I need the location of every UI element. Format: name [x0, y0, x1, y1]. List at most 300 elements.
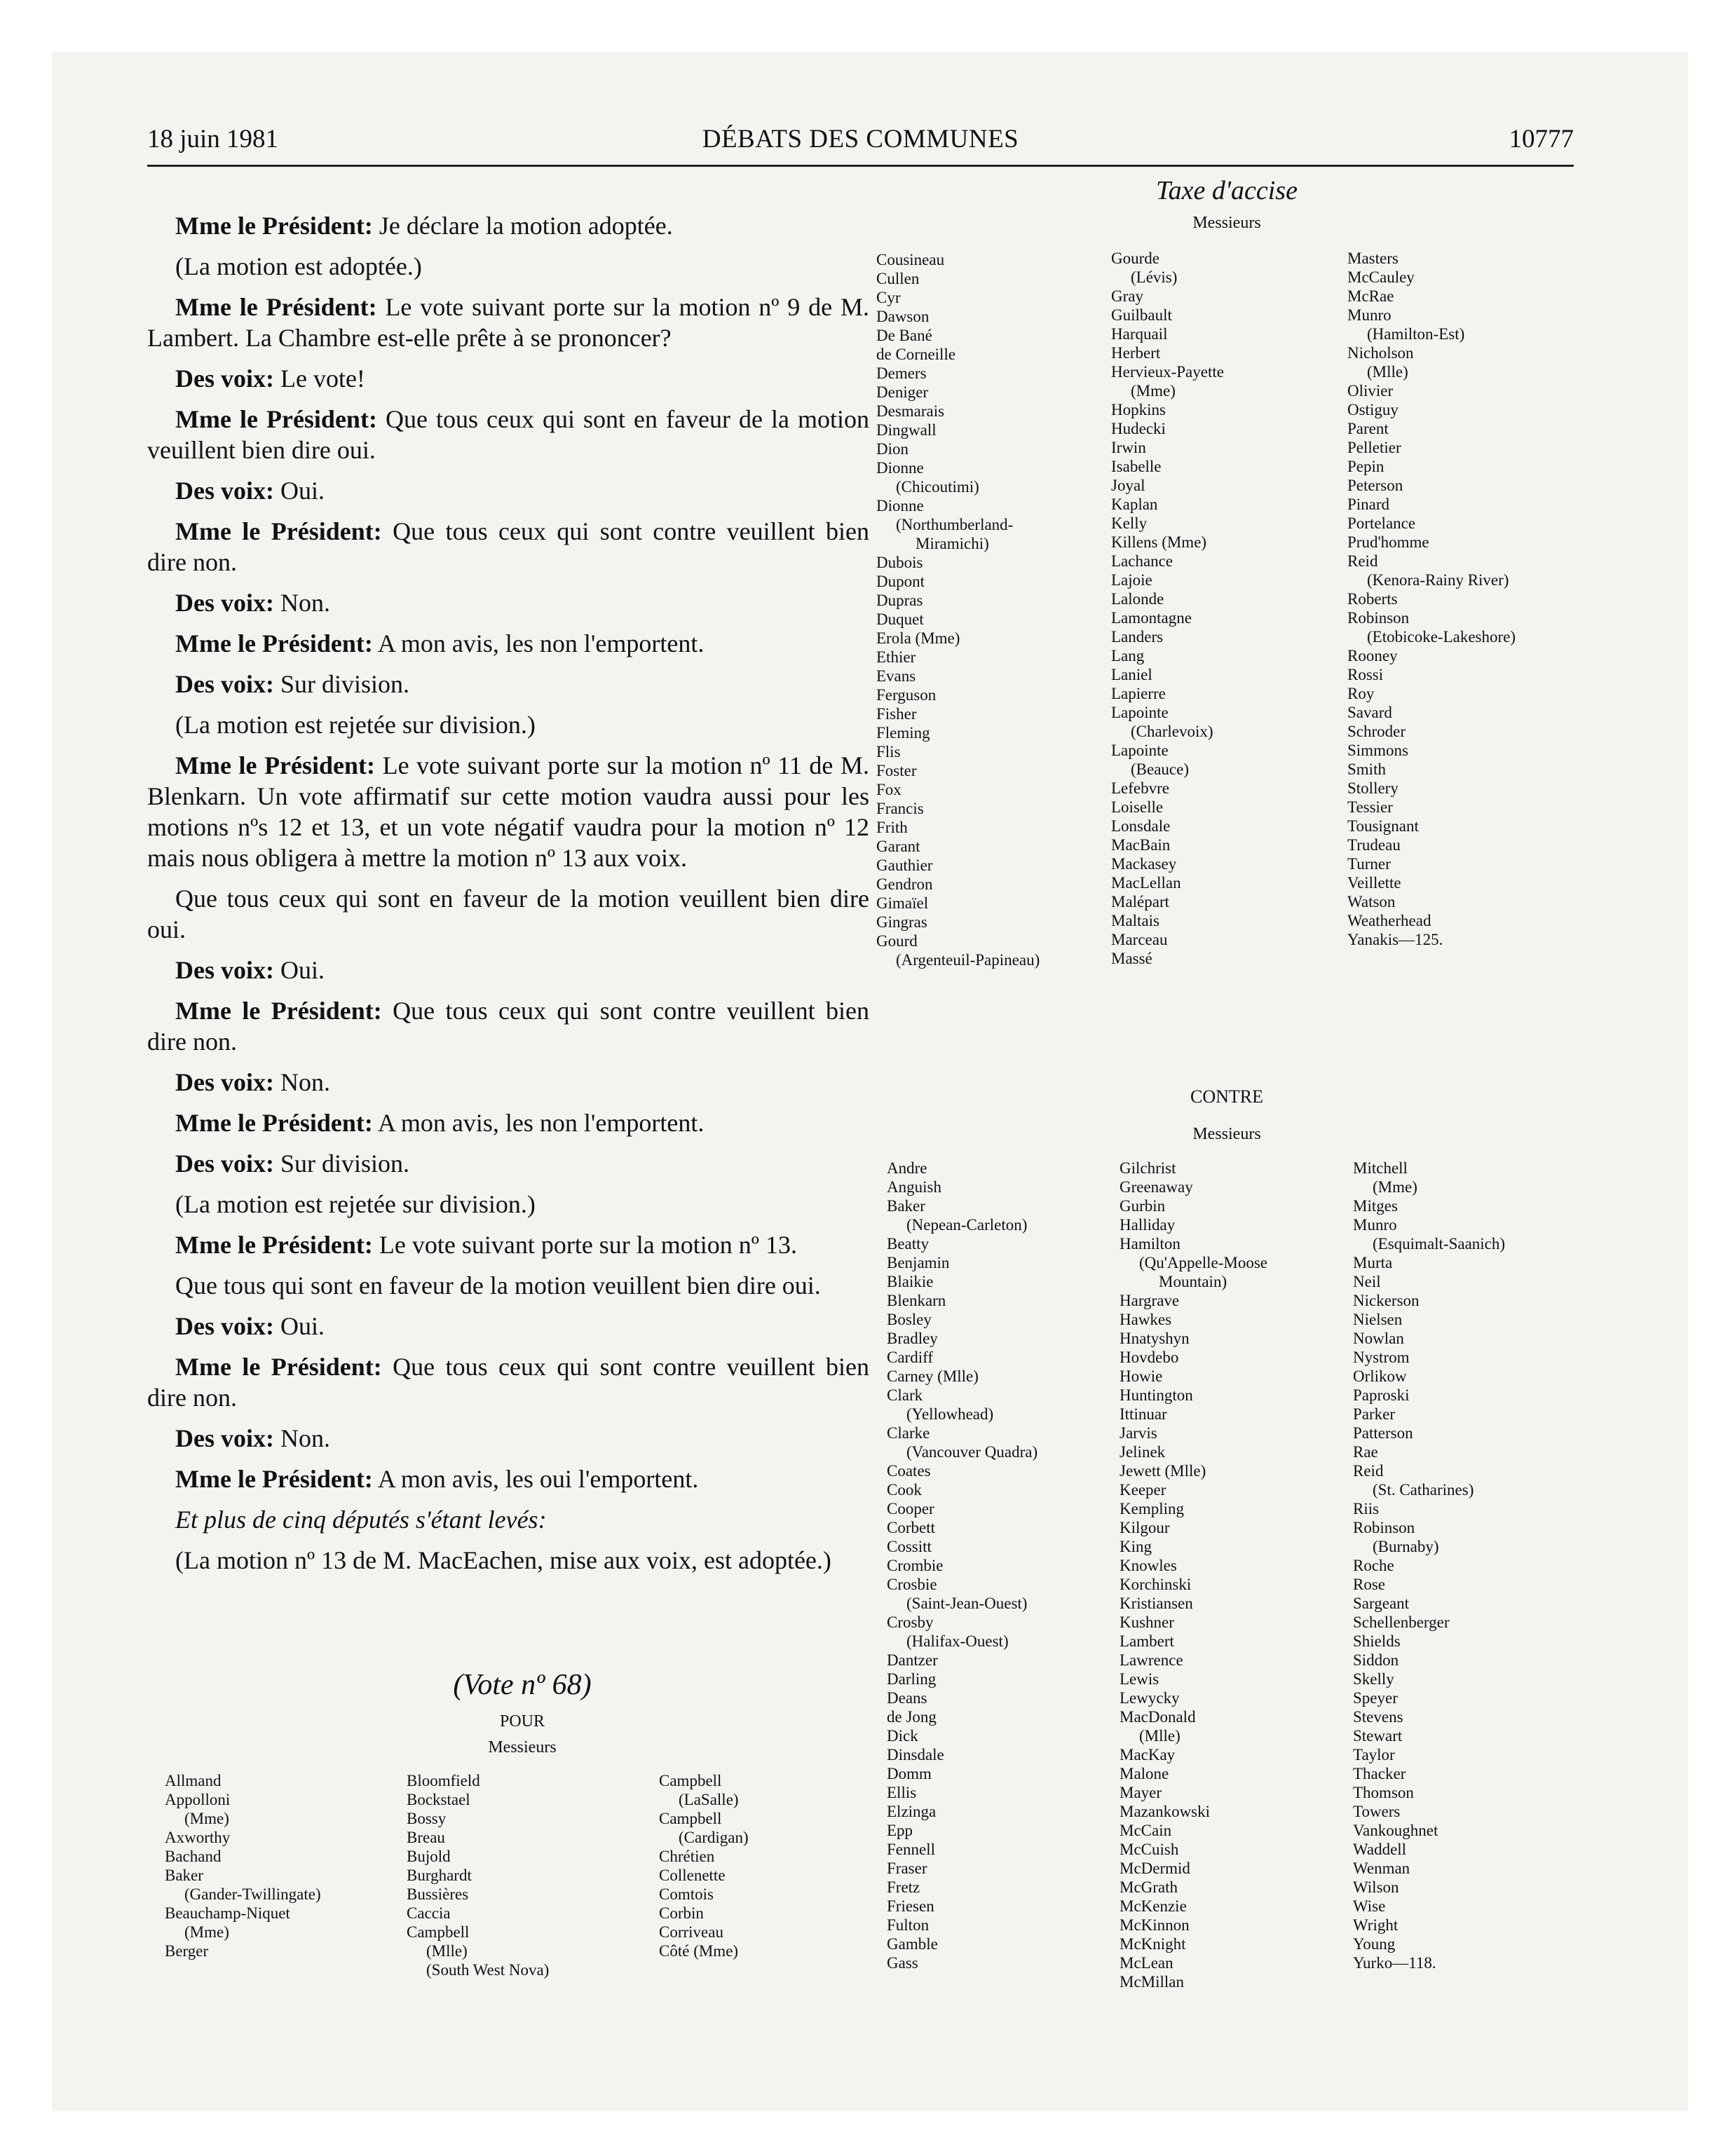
contre-heading: CONTRE: [1190, 1086, 1263, 1107]
member-name: Crosby: [887, 1613, 934, 1631]
speech-text: (La motion est rejetée sur division.): [175, 711, 536, 739]
speaker-name: Mme le Président:: [175, 517, 382, 545]
speaker-name: Des voix:: [175, 1312, 274, 1340]
member-name: Stewart: [1353, 1727, 1403, 1745]
speech-text: Oui.: [273, 477, 325, 505]
speech-text: Non.: [273, 589, 330, 617]
member-name: Malone: [1120, 1765, 1169, 1782]
member-name: Sargeant: [1353, 1595, 1410, 1612]
member-name: Baker: [887, 1197, 925, 1215]
member-name: Bosley: [887, 1311, 932, 1328]
member-name: (Mlle): [1367, 363, 1408, 381]
member-name: Rooney: [1347, 647, 1398, 664]
transcript-paragraph: [147, 883, 869, 945]
member-name: Corbett: [887, 1519, 935, 1536]
speaker-name: Mme le Président:: [175, 293, 377, 321]
transcript-paragraph: [147, 404, 869, 465]
member-name: (Vancouver Quadra): [906, 1443, 1038, 1461]
member-name: Tousignant: [1347, 817, 1419, 835]
member-name: Carney (Mlle): [887, 1367, 979, 1385]
member-name: Nowlan: [1353, 1330, 1404, 1347]
member-name: (Hamilton-Est): [1367, 325, 1465, 343]
member-name: Munro: [1353, 1216, 1397, 1234]
member-name: Appolloni: [165, 1791, 231, 1808]
speech-text: Le vote suivant porte sur la motion nº 9 de M. Lambert. La Chambre est-elle prête à se prononcer?: [147, 293, 869, 352]
member-name: Peterson: [1347, 477, 1403, 494]
member-name: Erola (Mme): [876, 629, 960, 647]
member-name: Dionne: [876, 459, 924, 477]
member-name: Lapointe: [1111, 742, 1169, 759]
member-name: Wise: [1353, 1897, 1386, 1915]
member-name: Campbell: [407, 1923, 470, 1941]
excise-names-col-1: [876, 250, 1040, 969]
member-name: McGrath: [1120, 1878, 1178, 1896]
transcript-paragraph: [147, 995, 869, 1057]
speaker-name: Des voix:: [175, 477, 274, 505]
member-name: Wilson: [1353, 1878, 1399, 1896]
member-name: Cullen: [876, 270, 920, 287]
member-name: Parent: [1347, 420, 1389, 437]
member-name: Bachand: [165, 1848, 222, 1865]
transcript-paragraph: [147, 1107, 869, 1138]
member-name: Schroder: [1347, 723, 1406, 740]
member-name: Speyer: [1353, 1689, 1398, 1707]
member-name: Dubois: [876, 554, 923, 571]
speech-text: Le vote suivant porte sur la motion nº 13.: [372, 1231, 797, 1259]
member-name: (Mlle): [426, 1942, 468, 1960]
member-name: Herbert: [1111, 344, 1161, 362]
member-name: Dantzer: [887, 1651, 938, 1669]
member-name: (Yellowhead): [906, 1405, 994, 1423]
member-name: Roberts: [1347, 590, 1398, 608]
member-name: Ethier: [876, 648, 916, 666]
member-name: Landers: [1111, 628, 1164, 646]
member-name: Hervieux-Payette: [1111, 363, 1224, 381]
member-name: McKenzie: [1120, 1897, 1187, 1915]
member-name: McCauley: [1347, 268, 1415, 286]
transcript-paragraph: [147, 1067, 869, 1098]
member-name: Cousineau: [876, 251, 945, 268]
member-name: Bussières: [407, 1885, 469, 1903]
member-name: Rose: [1353, 1576, 1385, 1593]
member-name: Anguish: [887, 1178, 941, 1196]
member-name: Bockstael: [407, 1791, 470, 1808]
debate-transcript: [147, 210, 869, 1585]
member-name: Andre: [887, 1159, 927, 1177]
member-name: Cossitt: [887, 1538, 932, 1555]
member-name: (Mme): [184, 1923, 229, 1941]
transcript-paragraph: [147, 628, 869, 659]
transcript-paragraph: [147, 955, 869, 985]
speaker-name: Des voix:: [175, 1424, 274, 1452]
member-name: Chrétien: [659, 1848, 715, 1865]
member-name: Pepin: [1347, 458, 1384, 475]
member-name: Kempling: [1120, 1500, 1184, 1517]
member-name: (Nepean-Carleton): [906, 1216, 1028, 1234]
member-name: (Burnaby): [1373, 1538, 1439, 1555]
member-name: Hnatyshyn: [1120, 1330, 1190, 1347]
transcript-paragraph: [147, 1545, 869, 1576]
member-name: Simmons: [1347, 742, 1408, 759]
speech-text: Le vote!: [273, 364, 365, 393]
member-name: Olivier: [1347, 382, 1394, 400]
member-name: Comtois: [659, 1885, 714, 1903]
transcript-paragraph: [147, 1270, 869, 1301]
member-name: Lawrence: [1120, 1651, 1183, 1669]
speaker-name: Mme le Président:: [175, 751, 376, 779]
member-name: Beauchamp-Niquet: [165, 1904, 290, 1922]
speaker-name: Des voix:: [175, 1149, 274, 1178]
transcript-paragraph: [147, 363, 869, 394]
member-name: Fleming: [876, 724, 930, 742]
member-name: Dionne: [876, 497, 924, 514]
member-name: Evans: [876, 667, 916, 685]
member-name: Caccia: [407, 1904, 451, 1922]
member-name: Cyr: [876, 289, 901, 306]
member-name: Gurbin: [1120, 1197, 1166, 1215]
contre-names-col-3: [1353, 1159, 1505, 1972]
speech-text: Que tous qui sont en faveur de la motion veuillent bien dire oui.: [175, 1271, 821, 1299]
member-name: Gauthier: [876, 857, 933, 874]
member-name: Veillette: [1347, 874, 1401, 892]
speaker-name: Des voix:: [175, 589, 274, 617]
member-name: (Qu'Appelle-Moose: [1139, 1254, 1267, 1271]
member-name: Hudecki: [1111, 420, 1166, 437]
member-name: Jarvis: [1120, 1424, 1157, 1442]
member-name: Marceau: [1111, 931, 1168, 948]
transcript-paragraph: [147, 516, 869, 578]
member-name: McRae: [1347, 287, 1394, 305]
speech-text: Le vote suivant porte sur la motion nº 11 de M. Blenkarn. Un vote affirmatif sur cette motion vaudra aussi pour les motions nºs 12 et 13, et un vote négatif vaudra pour la motion nº 12 mais nous obligera à mettre la motion nº 13 aux voix.: [147, 751, 869, 872]
member-name: Siddon: [1353, 1651, 1399, 1669]
member-name: Smith: [1347, 760, 1386, 778]
member-name: Desmarais: [876, 402, 945, 420]
member-name: Flis: [876, 743, 901, 760]
member-name: Wenman: [1353, 1860, 1410, 1877]
member-name: (Etobicoke-Lakeshore): [1367, 628, 1516, 646]
transcript-paragraph: [147, 1423, 869, 1454]
member-name: Bossy: [407, 1810, 447, 1827]
member-name: Weatherhead: [1347, 912, 1431, 929]
member-name: Paproski: [1353, 1386, 1410, 1404]
member-name: Mackasey: [1111, 855, 1177, 873]
member-name: Masters: [1347, 250, 1399, 267]
member-name: Ferguson: [876, 686, 937, 704]
member-name: Corbin: [659, 1904, 704, 1922]
member-name: Isabelle: [1111, 458, 1162, 475]
member-name: Stevens: [1353, 1708, 1403, 1726]
member-name: (Chicoutimi): [896, 478, 979, 496]
member-name: de Jong: [887, 1708, 937, 1726]
member-name: Bujold: [407, 1848, 451, 1865]
speaker-name: Mme le Président:: [175, 997, 382, 1025]
member-name: De Bané: [876, 327, 932, 344]
member-name: Nystrom: [1353, 1349, 1410, 1366]
member-name: King: [1120, 1538, 1152, 1555]
member-name: Lapointe: [1111, 704, 1169, 721]
member-name: Gimaïel: [876, 894, 929, 912]
member-name: Ellis: [887, 1784, 917, 1801]
transcript-paragraph: [147, 292, 869, 353]
member-name: Howie: [1120, 1367, 1163, 1385]
member-name: Lambert: [1120, 1632, 1174, 1650]
member-name: Nickerson: [1353, 1292, 1420, 1309]
member-name: (LaSalle): [679, 1791, 739, 1808]
speaker-name: Des voix:: [175, 670, 274, 698]
member-name: Orlikow: [1353, 1367, 1407, 1385]
member-name: (Mme): [1373, 1178, 1417, 1196]
transcript-paragraph: [147, 251, 869, 282]
transcript-paragraph: [147, 1504, 869, 1535]
member-name: Gray: [1111, 287, 1143, 305]
member-name: McLean: [1120, 1954, 1173, 1972]
member-name: McMillan: [1120, 1973, 1184, 1991]
member-name: Deans: [887, 1689, 927, 1707]
transcript-paragraph: [147, 1148, 869, 1179]
member-name: Kaplan: [1111, 496, 1158, 513]
member-name: (Mlle): [1139, 1727, 1181, 1745]
member-name: Gourd: [876, 932, 918, 950]
member-name: Garant: [876, 838, 920, 855]
member-name: Murta: [1353, 1254, 1393, 1271]
excise-names-col-2: [1111, 249, 1224, 968]
member-name: Irwin: [1111, 439, 1146, 456]
member-name: Breau: [407, 1829, 445, 1846]
member-name: Young: [1353, 1935, 1396, 1953]
member-name: Shields: [1353, 1632, 1401, 1650]
transcript-paragraph: [147, 1351, 869, 1413]
member-name: Huntington: [1120, 1386, 1193, 1404]
vote-title: (Vote nº 68): [453, 1669, 592, 1701]
member-name: Blenkarn: [887, 1292, 946, 1309]
member-name: Cooper: [887, 1500, 934, 1517]
member-name: Turner: [1347, 855, 1391, 873]
member-name: Lewis: [1120, 1670, 1159, 1688]
transcript-paragraph: [147, 1464, 869, 1494]
member-name: Gamble: [887, 1935, 938, 1953]
member-name: Portelance: [1347, 514, 1416, 532]
transcript-paragraph: [147, 1311, 869, 1342]
speech-text: Oui.: [273, 956, 325, 984]
transcript-paragraph: [147, 1229, 869, 1260]
member-name: Gass: [887, 1954, 918, 1972]
member-name: Hovdebo: [1120, 1349, 1179, 1366]
member-name: Duquet: [876, 610, 924, 628]
member-name: (Gander-Twillingate): [184, 1885, 321, 1903]
member-name: (St. Catharines): [1373, 1481, 1474, 1499]
member-name: Beatty: [887, 1235, 930, 1253]
member-name: Riis: [1353, 1500, 1380, 1517]
member-name: Rossi: [1347, 666, 1384, 683]
member-name: Coates: [887, 1462, 931, 1480]
transcript-paragraph: [147, 750, 869, 873]
member-name: McKnight: [1120, 1935, 1186, 1953]
member-name: (Saint-Jean-Ouest): [906, 1595, 1028, 1612]
member-name: Taylor: [1353, 1746, 1395, 1763]
excise-title: Taxe d'accise: [1156, 176, 1298, 205]
speaker-name: Mme le Président:: [175, 405, 377, 433]
member-name: Stollery: [1347, 779, 1399, 797]
speech-text: Que tous ceux qui sont contre veuillent bien dire non.: [147, 1353, 869, 1412]
member-name: Frith: [876, 819, 908, 836]
member-name: Loiselle: [1111, 798, 1164, 816]
member-name: Dawson: [876, 308, 930, 325]
member-name: Mazankowski: [1120, 1803, 1211, 1820]
speech-text: A mon avis, les non l'emportent.: [372, 629, 705, 657]
member-name: Guilbault: [1111, 306, 1172, 324]
member-name: MacDonald: [1120, 1708, 1196, 1726]
member-name: Deniger: [876, 383, 929, 401]
member-name: Crombie: [887, 1557, 944, 1574]
transcript-paragraph: [147, 709, 869, 740]
member-name: Cardiff: [887, 1349, 934, 1366]
member-name: Demers: [876, 364, 927, 382]
member-name: Fennell: [887, 1841, 935, 1858]
member-name: Korchinski: [1120, 1576, 1192, 1593]
member-name: Trudeau: [1347, 836, 1401, 854]
member-name: Robinson: [1347, 609, 1410, 627]
member-name: Harquail: [1111, 325, 1168, 343]
member-name: Kelly: [1111, 514, 1148, 532]
member-name: Dick: [887, 1727, 918, 1745]
member-name: Roche: [1353, 1557, 1394, 1574]
member-name: Dion: [876, 440, 909, 458]
transcript-paragraph: [147, 587, 869, 618]
member-name: Waddell: [1353, 1841, 1407, 1858]
vote-messieurs-heading: Messieurs: [488, 1738, 557, 1756]
member-name: Thacker: [1353, 1765, 1406, 1782]
speaker-name: Mme le Président:: [175, 1353, 382, 1381]
speech-text: Que tous ceux qui sont en faveur de la motion veuillent bien dire oui.: [147, 405, 869, 464]
member-name: Lonsdale: [1111, 817, 1171, 835]
member-name: (Kenora-Rainy River): [1367, 571, 1509, 589]
member-name: Keeper: [1120, 1481, 1166, 1499]
member-name: Corriveau: [659, 1923, 723, 1941]
member-name: McDermid: [1120, 1860, 1190, 1877]
member-name: (Halifax-Ouest): [906, 1632, 1009, 1650]
member-name: Gingras: [876, 913, 927, 931]
contre-names-col-1: [887, 1159, 1037, 1972]
member-name: Friesen: [887, 1897, 934, 1915]
member-name: Blaikie: [887, 1273, 934, 1290]
member-name: (Argenteuil-Papineau): [896, 951, 1040, 969]
speech-text: Non.: [273, 1068, 330, 1096]
member-name: Mitchell: [1353, 1159, 1408, 1177]
member-name: McKinnon: [1120, 1916, 1190, 1934]
member-name: (Beauce): [1131, 760, 1189, 778]
member-name: Neil: [1353, 1273, 1381, 1290]
member-name: Ittinuar: [1120, 1405, 1167, 1423]
speech-text: A mon avis, les non l'emportent.: [372, 1109, 705, 1137]
speech-text: Sur division.: [273, 670, 410, 698]
member-name: (Esquimalt-Saanich): [1373, 1235, 1506, 1253]
transcript-paragraph: [147, 475, 869, 506]
member-name: Reid: [1347, 552, 1378, 570]
member-name: Berger: [165, 1942, 209, 1960]
member-name: Yanakis—125.: [1347, 931, 1443, 948]
speaker-name: Mme le Président:: [175, 1465, 373, 1493]
member-name: Nielsen: [1353, 1311, 1403, 1328]
member-name: Campbell: [659, 1772, 722, 1789]
member-name: Patterson: [1353, 1424, 1413, 1442]
speaker-name: Des voix:: [175, 956, 274, 984]
member-name: Campbell: [659, 1810, 722, 1827]
member-name: Mayer: [1120, 1784, 1162, 1801]
member-name: Yurko—118.: [1353, 1954, 1436, 1972]
member-name: Robinson: [1353, 1519, 1415, 1536]
member-name: Malépart: [1111, 893, 1170, 910]
member-name: Gendron: [876, 875, 933, 893]
member-name: Prud'homme: [1347, 533, 1429, 551]
member-name: Allmand: [165, 1772, 222, 1789]
transcript-paragraph: [147, 669, 869, 700]
member-name: Lamontagne: [1111, 609, 1192, 627]
member-name: Hopkins: [1111, 401, 1166, 418]
member-name: Lapierre: [1111, 685, 1166, 702]
member-name: Laniel: [1111, 666, 1152, 683]
member-name: Bradley: [887, 1330, 938, 1347]
member-name: Rae: [1353, 1443, 1378, 1461]
member-name: (Cardigan): [679, 1829, 749, 1846]
member-name: Killens (Mme): [1111, 533, 1207, 551]
member-name: Elzinga: [887, 1803, 937, 1820]
member-name: Schellenberger: [1353, 1613, 1450, 1631]
member-name: Côté (Mme): [659, 1942, 739, 1960]
member-name: Domm: [887, 1765, 932, 1782]
member-name: Thomson: [1353, 1784, 1414, 1801]
header-date: 18 juin 1981: [147, 125, 279, 153]
member-name: Pinard: [1347, 496, 1390, 513]
speech-text: Que tous ceux qui sont contre veuillent bien dire non.: [147, 517, 869, 576]
member-name: Dinsdale: [887, 1746, 944, 1763]
member-name: Lalonde: [1111, 590, 1164, 608]
member-name: Axworthy: [165, 1829, 231, 1846]
speech-text: Je déclare la motion adoptée.: [372, 212, 673, 240]
member-name: Hawkes: [1120, 1311, 1172, 1328]
member-name: Clarke: [887, 1424, 930, 1442]
speaker-name: Mme le Président:: [175, 1231, 373, 1259]
speech-text: Non.: [273, 1424, 330, 1452]
member-name: Fraser: [887, 1860, 927, 1877]
member-name: Fulton: [887, 1916, 930, 1934]
member-name: Reid: [1353, 1462, 1384, 1480]
member-name: (Lévis): [1131, 268, 1178, 286]
speech-text: (La motion nº 13 de M. MacEachen, mise aux voix, est adoptée.): [175, 1546, 831, 1574]
member-name: Benjamin: [887, 1254, 950, 1271]
member-name: Miramichi): [916, 535, 989, 552]
speech-text: Que tous ceux qui sont en faveur de la motion veuillent bien dire oui.: [147, 885, 869, 943]
speech-text: Et plus de cinq députés s'étant levés:: [175, 1506, 547, 1534]
member-name: Dupras: [876, 592, 923, 609]
member-name: Kilgour: [1120, 1519, 1170, 1536]
speaker-name: Des voix:: [175, 364, 274, 393]
member-name: Gilchrist: [1120, 1159, 1176, 1177]
member-name: Mitges: [1353, 1197, 1398, 1215]
member-name: Bloomfield: [407, 1772, 480, 1789]
member-name: Tessier: [1347, 798, 1393, 816]
speaker-name: Mme le Président:: [175, 212, 373, 240]
excise-names-col-3: [1347, 249, 1516, 949]
member-name: Vankoughnet: [1353, 1822, 1438, 1839]
pour-names-col-3: [659, 1771, 749, 1960]
member-name: Clark: [887, 1386, 923, 1404]
member-name: Joyal: [1111, 477, 1145, 494]
member-name: Jewett (Mlle): [1120, 1462, 1206, 1480]
member-name: Lang: [1111, 647, 1145, 664]
member-name: Cook: [887, 1481, 922, 1499]
speech-text: (La motion est adoptée.): [175, 252, 422, 280]
member-name: Fox: [876, 781, 901, 798]
